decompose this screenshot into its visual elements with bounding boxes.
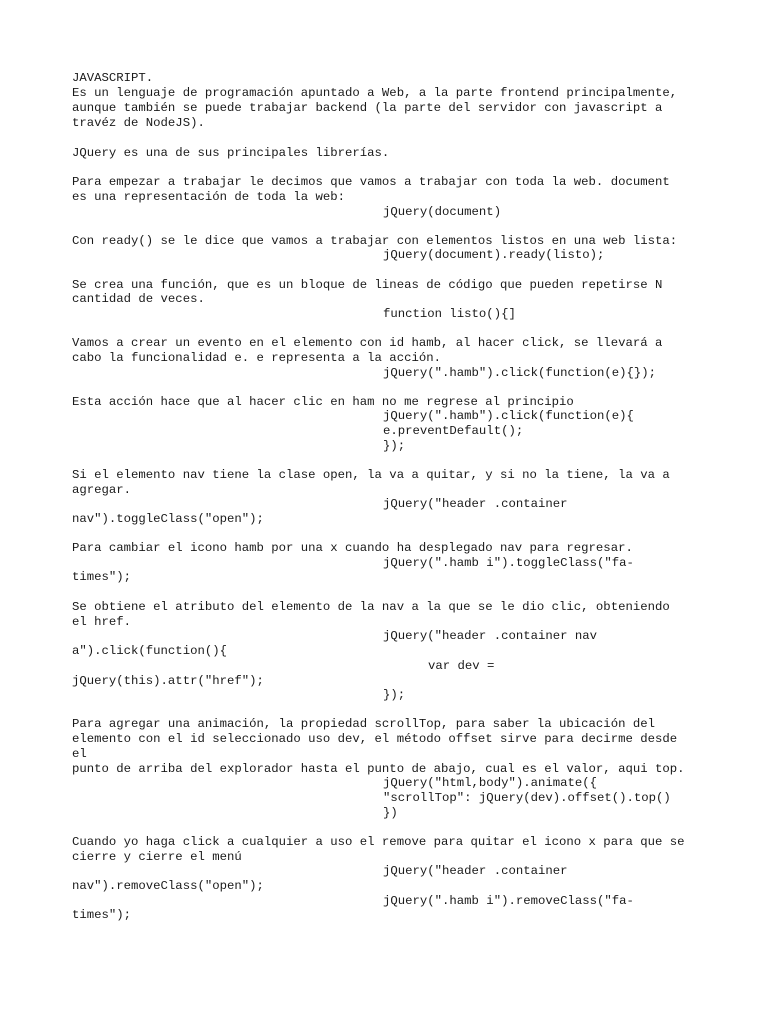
toggle-code-wrap: nav").toggleClass("open"); [72, 512, 264, 526]
document-code: jQuery(document) [383, 205, 502, 219]
toggle-code: jQuery("header .container [383, 497, 568, 511]
icon-text: Para cambiar el icono hamb por una x cuando ha desplegado nav para regresar. [72, 541, 633, 555]
intro-line-2: aunque también se puede trabajar backend (la parte del servidor con javascript a [72, 101, 663, 115]
prevent-code-2: e.preventDefault(); [383, 424, 524, 438]
animate-text-2: elemento con el id seleccionado uso dev, el método offset sirve para decirme desde [72, 732, 678, 746]
prevent-text: Esta acción hace que al hacer clic en ham no me regrese al principio [72, 395, 574, 409]
remove-text-1: Cuando yo haga click a cualquier a uso el remove para quitar el icono x para que se [72, 835, 685, 849]
ready-text: Con ready() se le dice que vamos a trabajar con elementos listos en una web lista: [72, 234, 678, 248]
animate-code-3: }) [383, 806, 398, 820]
intro-line-3: travéz de NodeJS). [72, 116, 205, 130]
animate-code-1: jQuery("html,body").animate({ [383, 776, 598, 790]
jquery-note: JQuery es una de sus principales librerías. [72, 146, 390, 160]
prevent-code-1: jQuery(".hamb").click(function(e){ [383, 409, 634, 423]
remove-text-2: cierre y cierre el menú [72, 850, 242, 864]
href-code-3: }); [383, 688, 406, 702]
href-code-2: var dev = [428, 659, 495, 673]
href-code-1-wrap: a").click(function(){ [72, 644, 227, 658]
remove-code-1: jQuery("header .container [383, 864, 568, 878]
document-heading: JAVASCRIPT. [72, 71, 154, 85]
animate-text-4: punto de arriba del explorador hasta el punto de abajo, cual es el valor, aqui top. [72, 762, 685, 776]
animate-code-2: "scrollTop": jQuery(dev).offset().top() [383, 791, 671, 805]
href-code-1: jQuery("header .container nav [383, 629, 598, 643]
href-text-2: el href. [72, 615, 132, 629]
event-code: jQuery(".hamb").click(function(e){}); [383, 366, 657, 380]
remove-code-2-wrap: times"); [72, 908, 132, 922]
animate-text-3: el [72, 747, 87, 761]
toggle-text-1: Si el elemento nav tiene la clase open, la va a quitar, y si no la tiene, la va a [72, 468, 670, 482]
icon-code-wrap: times"); [72, 570, 132, 584]
href-code-2-wrap: jQuery(this).attr("href"); [72, 674, 264, 688]
remove-code-2: jQuery(".hamb i").removeClass("fa- [383, 894, 634, 908]
remove-code-1-wrap: nav").removeClass("open"); [72, 879, 264, 893]
icon-code: jQuery(".hamb i").toggleClass("fa- [383, 556, 634, 570]
document-text-2: es una representación de toda la web: [72, 190, 346, 204]
href-text-1: Se obtiene el atributo del elemento de la nav a la que se le dio clic, obteniendo [72, 600, 670, 614]
toggle-text-2: agregar. [72, 483, 132, 497]
event-text-1: Vamos a crear un evento en el elemento con id hamb, al hacer click, se llevará a [72, 336, 663, 350]
intro-line-1: Es un lenguaje de programación apuntado a Web, a la parte frontend principalmente, [72, 86, 678, 100]
function-code: function listo(){] [383, 307, 516, 321]
event-text-2: cabo la funcionalidad e. e representa a la acción. [72, 351, 441, 365]
document-text-1: Para empezar a trabajar le decimos que vamos a trabajar con toda la web. document [72, 175, 670, 189]
prevent-code-3: }); [383, 439, 406, 453]
function-text-2: cantidad de veces. [72, 292, 205, 306]
animate-text-1: Para agregar una animación, la propiedad scrollTop, para saber la ubicación del [72, 717, 655, 731]
function-text-1: Se crea una función, que es un bloque de lineas de código que pueden repetirse N [72, 278, 663, 292]
ready-code: jQuery(document).ready(listo); [383, 248, 605, 262]
